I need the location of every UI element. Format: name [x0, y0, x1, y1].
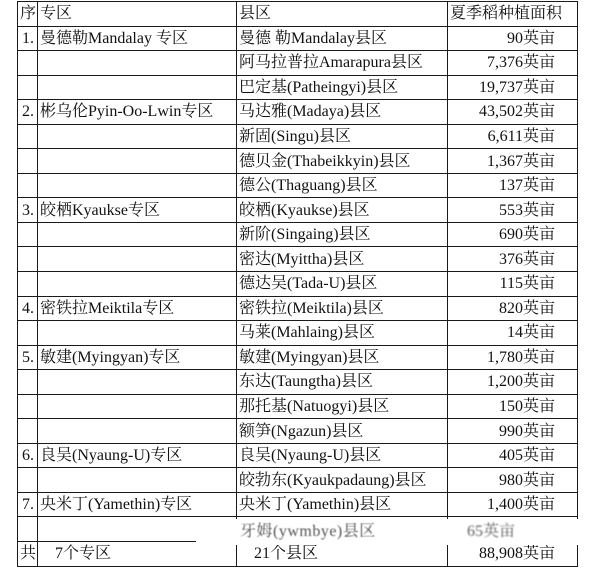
area-cell: 1,200英亩	[448, 370, 578, 395]
row-number	[18, 222, 38, 247]
area-cell: 553英亩	[448, 198, 578, 223]
county-cell: 新固(Singu)县区	[237, 124, 448, 149]
header-cell-area: 夏季稻种植面积	[448, 2, 578, 27]
county-cell: 敏建(Myingyan)县区	[237, 345, 448, 370]
prefecture-cell: 敏建(Myingyan)专区	[38, 345, 237, 370]
table-row	[18, 51, 578, 76]
county-cell: 德贝金(Thabeikkyin)县区	[237, 149, 448, 174]
total-area: 88,908英亩	[448, 542, 578, 567]
prefecture-cell	[38, 468, 237, 493]
prefecture-cell: 密铁拉Meiktila专区	[38, 296, 237, 321]
row-number	[18, 321, 38, 346]
header-row	[18, 2, 578, 27]
header-cell-no: 序	[18, 2, 38, 27]
area-cell: 6,611英亩	[448, 124, 578, 149]
area-cell: 1,367英亩	[448, 149, 578, 174]
row-number	[18, 394, 38, 419]
area-cell: 150英亩	[448, 394, 578, 419]
table-row	[18, 394, 578, 419]
area-cell: 980英亩	[448, 468, 578, 493]
area-cell: 690英亩	[448, 222, 578, 247]
prefecture-cell	[38, 173, 237, 198]
row-number	[18, 370, 38, 395]
prefecture-cell	[38, 222, 237, 247]
area-cell: 19,737英亩	[448, 75, 578, 100]
area-cell: 115英亩	[448, 272, 578, 297]
area-cell: 405英亩	[448, 443, 578, 468]
county-cell: 密达(Myittha)县区	[237, 247, 448, 272]
county-cell: 皎勃东(Kyaukpadaung)县区	[237, 468, 448, 493]
county-cell: 密铁拉(Meiktila)县区	[237, 296, 448, 321]
table-row	[18, 345, 578, 370]
smudged-area-text: 65英亩	[467, 523, 516, 540]
county-cell: 央米丁(Yamethin)县区	[237, 492, 448, 517]
table-row	[18, 173, 578, 198]
area-cell: 1,780英亩	[448, 345, 578, 370]
prefecture-cell	[38, 419, 237, 444]
row-number	[18, 247, 38, 272]
area-cell: 90英亩	[448, 26, 578, 51]
county-cell: 皎栖(Kyaukse)县区	[237, 198, 448, 223]
table-row	[18, 468, 578, 493]
row-number: 7.	[18, 492, 38, 517]
header-cell-prefecture: 专区	[38, 2, 237, 27]
area-cell: 137英亩	[448, 173, 578, 198]
prefecture-cell	[38, 247, 237, 272]
county-cell: 那托基(Natuogyi)县区	[237, 394, 448, 419]
table-row	[18, 26, 578, 51]
prefecture-cell: 曼德勒Mandalay 专区	[38, 26, 237, 51]
county-cell: 德达吴(Tada-U)县区	[237, 272, 448, 297]
rice-area-table	[17, 1, 578, 567]
county-cell: 马莱(Mahlaing)县区	[237, 321, 448, 346]
row-number	[18, 75, 38, 100]
county-cell: 阿马拉普拉Amarapura县区	[237, 51, 448, 76]
prefecture-cell	[38, 394, 237, 419]
row-number	[18, 124, 38, 149]
row-number	[18, 51, 38, 76]
row-number: 5.	[18, 345, 38, 370]
prefecture-cell: 彬乌伦Pyin-Oo-Lwin专区	[38, 100, 237, 125]
table-row	[18, 443, 578, 468]
prefecture-cell	[38, 51, 237, 76]
table-body	[18, 2, 578, 567]
county-cell: 东达(Taungtha)县区	[237, 370, 448, 395]
area-cell: 1,400英亩	[448, 492, 578, 517]
row-number: 1.	[18, 26, 38, 51]
table-row	[18, 75, 578, 100]
county-cell: 额笋(Ngazun)县区	[237, 419, 448, 444]
prefecture-cell	[38, 272, 237, 297]
table-row	[18, 149, 578, 174]
total-counties: 21个县区	[237, 542, 448, 567]
row-number: 3.	[18, 198, 38, 223]
county-cell: 巴定基(Patheingyi)县区	[237, 75, 448, 100]
prefecture-cell: 央米丁(Yamethin)专区	[38, 492, 237, 517]
header-cell-county: 县区	[237, 2, 448, 27]
table-row	[18, 198, 578, 223]
total-label: 共	[18, 542, 38, 567]
row-number: 6.	[18, 443, 38, 468]
county-cell: 曼德 勒Mandalay县区	[237, 26, 448, 51]
table-row	[18, 296, 578, 321]
area-cell: 990英亩	[448, 419, 578, 444]
prefecture-cell	[38, 149, 237, 174]
table-row	[18, 272, 578, 297]
county-cell: 德公(Thaguang)县区	[237, 173, 448, 198]
table-row	[18, 370, 578, 395]
table-row	[18, 100, 578, 125]
row-number	[18, 419, 38, 444]
row-number	[18, 173, 38, 198]
table-row	[18, 492, 578, 517]
total-row	[18, 542, 578, 567]
row-number	[18, 517, 38, 542]
area-cell: 376英亩	[448, 247, 578, 272]
total-prefectures: 7个专区	[38, 542, 237, 567]
prefecture-cell	[38, 321, 237, 346]
row-number: 4.	[18, 296, 38, 321]
area-cell: 820英亩	[448, 296, 578, 321]
table-row	[18, 419, 578, 444]
area-cell: 14英亩	[448, 321, 578, 346]
prefecture-cell: 皎栖Kyaukse专区	[38, 198, 237, 223]
county-cell: 马达雅(Madaya)县区	[237, 100, 448, 125]
table-row	[18, 321, 578, 346]
prefecture-cell	[38, 124, 237, 149]
area-cell: 43,502英亩	[448, 100, 578, 125]
prefecture-cell: 良吴(Nyaung-U)专区	[38, 443, 237, 468]
county-cell: 良吴(Nyaung-U)县区	[237, 443, 448, 468]
table-row	[18, 222, 578, 247]
county-cell: 新阶(Singaing)县区	[237, 222, 448, 247]
row-number	[18, 468, 38, 493]
table-row	[18, 124, 578, 149]
prefecture-cell	[38, 75, 237, 100]
row-number: 2.	[18, 100, 38, 125]
prefecture-cell	[38, 370, 237, 395]
row-number	[18, 149, 38, 174]
table-row	[18, 247, 578, 272]
smudged-county-text: 牙姆(ywmbye)县区	[240, 523, 376, 540]
row-number	[18, 272, 38, 297]
area-cell: 7,376英亩	[448, 51, 578, 76]
